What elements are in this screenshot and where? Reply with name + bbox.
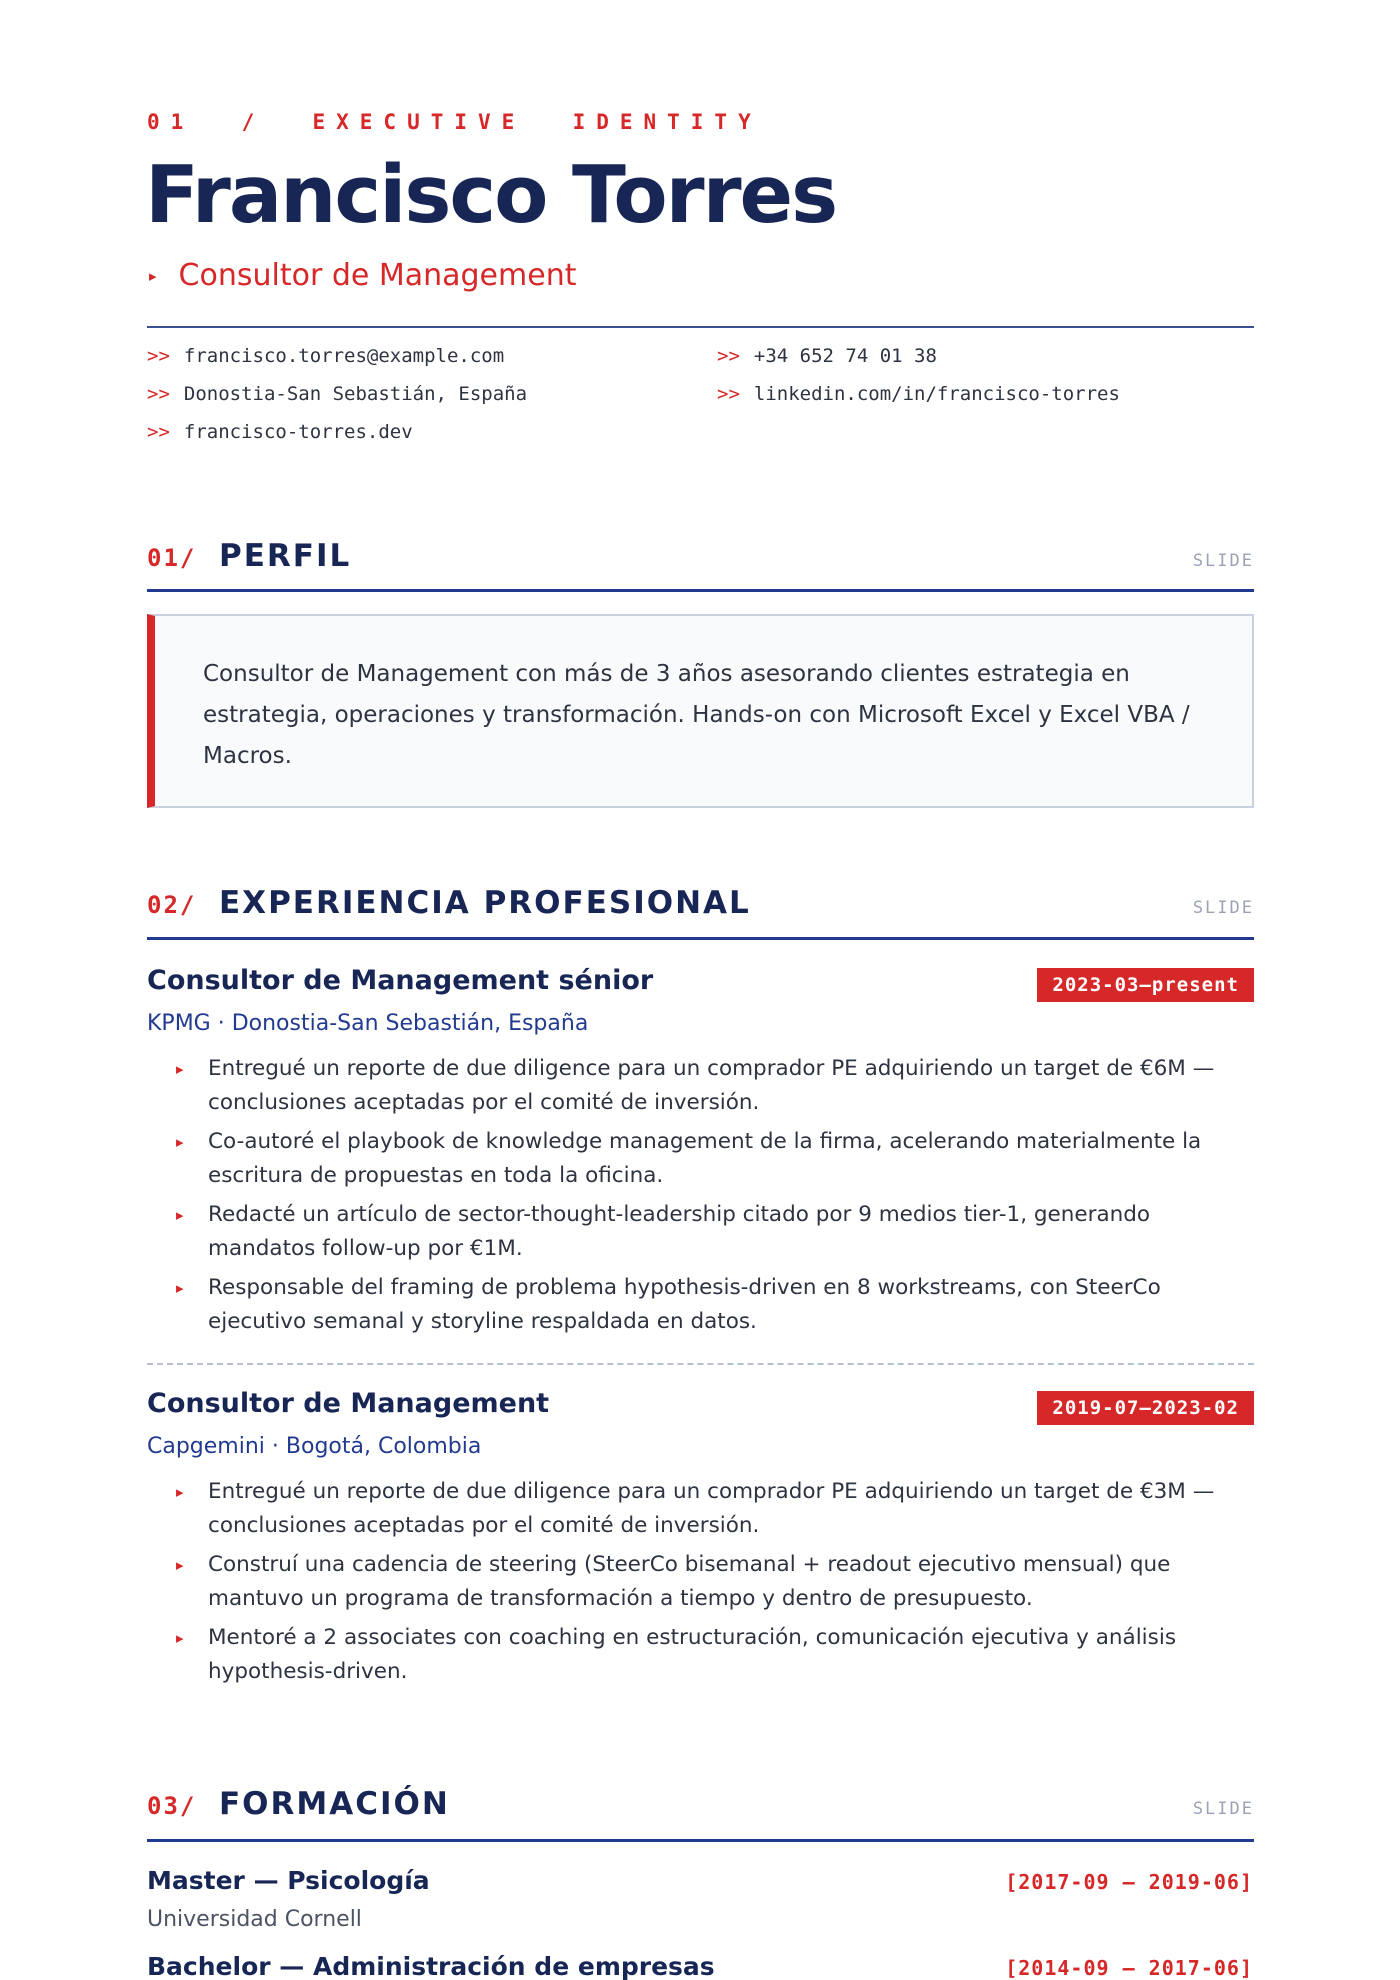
section-eyebrow: 01 / EXECUTIVE IDENTITY [147, 110, 762, 134]
contact-location [147, 383, 717, 405]
contact-list [147, 345, 1254, 443]
candidate-role [149, 258, 576, 293]
education-dates: [2014-09 – 2017-06] [1005, 1956, 1253, 1980]
list-item: ▸ Redacté un artículo de sector-thought-leadership citado por 9 medios tier-1, generando mandatos follow-up por €1M. [176, 1198, 1254, 1266]
role-label: Consultor de Management [178, 258, 577, 293]
linkedin-text: linkedin.com/in/francisco-torres [753, 383, 1120, 405]
triangle-bullet-icon: ▸ [149, 266, 157, 285]
list-item: ▸ Entregué un reporte de due diligence para un comprador PE adquiriendo un target de €3M — conclusiones aceptadas por el comité de inversión. [176, 1475, 1254, 1543]
header-divider [147, 326, 1254, 328]
email-text: francisco.torres@example.com [183, 345, 505, 367]
section-number: 02/ [147, 891, 197, 919]
education-degree: Master — Psicología [147, 1866, 430, 1895]
job-bullets [176, 1052, 1254, 1344]
arrow-icon: >> [717, 345, 740, 367]
list-item: ▸ Construí una cadencia de steering (SteerCo bisemanal + readout ejecutivo mensual) que mantuvo un programa de transformación a tiempo y dentro de presupuesto. [176, 1548, 1254, 1616]
contact-linkedin[interactable] [717, 383, 1254, 405]
arrow-icon: >> [147, 421, 170, 443]
education-dates: [2017-09 – 2019-06] [1005, 1870, 1253, 1894]
section-number: 01/ [147, 544, 197, 572]
list-item: ▸ Mentoré a 2 associates con coaching en estructuración, comunicación ejecutiva y análisis hypothesis-driven. [176, 1621, 1254, 1689]
section-divider [147, 589, 1254, 592]
section-divider [147, 937, 1254, 940]
arrow-icon: >> [147, 383, 170, 405]
arrow-icon: >> [147, 345, 170, 367]
phone-text: +34 652 74 01 38 [753, 345, 937, 367]
job-company: Capgemini · Bogotá, Colombia [147, 1434, 482, 1459]
job-title: Consultor de Management sénior [147, 965, 654, 996]
section-divider [147, 1839, 1254, 1842]
contact-email[interactable] [147, 345, 717, 367]
contact-website[interactable] [147, 421, 717, 443]
section-header-profile [147, 538, 1254, 574]
job-bullets [176, 1475, 1254, 1694]
section-title: PERFIL [219, 538, 352, 574]
arrow-icon: >> [717, 383, 740, 405]
section-header-education [147, 1786, 1254, 1822]
candidate-name: Francisco Torres [145, 149, 837, 241]
profile-summary: Consultor de Management con más de 3 años asesorando clientes estrategia en estrategia, operaciones y transformación. Hands-on con Microsoft Excel y Excel VBA / Macros. [147, 614, 1254, 808]
contact-phone[interactable] [717, 345, 1254, 367]
education-degree: Bachelor — Administración de empresas [147, 1952, 715, 1980]
job-separator [147, 1363, 1254, 1365]
job-dates-badge: 2019-07—2023-02 [1037, 1391, 1254, 1425]
job-dates-badge: 2023-03—present [1037, 968, 1254, 1002]
website-text: francisco-torres.dev [183, 421, 413, 443]
section-tag: SLIDE [1192, 551, 1254, 571]
list-item: ▸ Responsable del framing de problema hypothesis-driven en 8 workstreams, con SteerCo ejecutivo semanal y storyline respaldada en datos. [176, 1271, 1254, 1339]
section-header-experience [147, 885, 1254, 921]
section-number: 03/ [147, 1792, 197, 1820]
education-school: Universidad Cornell [147, 1907, 362, 1932]
location-text: Donostia-San Sebastián, España [183, 383, 528, 405]
list-item: ▸ Co-autoré el playbook de knowledge management de la firma, acelerando materialmente la escritura de propuestas en toda la oficina. [176, 1125, 1254, 1193]
section-title: FORMACIÓN [219, 1786, 450, 1822]
job-title: Consultor de Management [147, 1388, 550, 1419]
job-company: KPMG · Donostia-San Sebastián, España [147, 1011, 589, 1036]
section-tag: SLIDE [1192, 1799, 1254, 1819]
list-item: ▸ Entregué un reporte de due diligence para un comprador PE adquiriendo un target de €6M — conclusiones aceptadas por el comité de inversión. [176, 1052, 1254, 1120]
section-title: EXPERIENCIA PROFESIONAL [219, 885, 751, 921]
section-tag: SLIDE [1192, 898, 1254, 918]
